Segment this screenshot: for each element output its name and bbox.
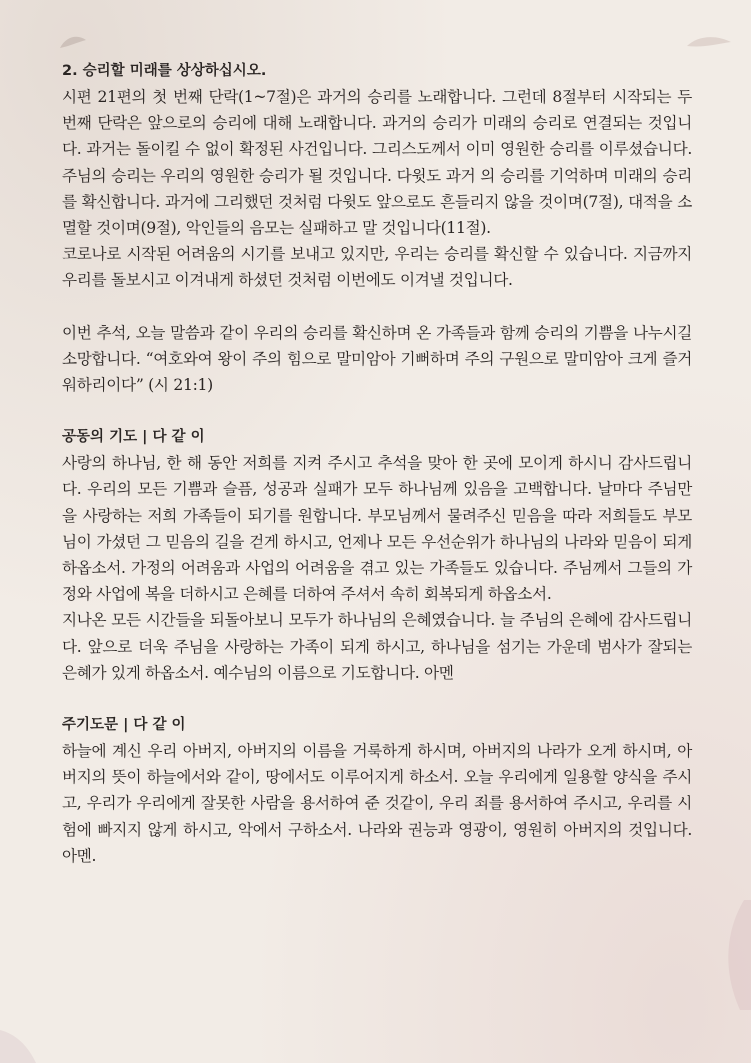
closing-paragraph: 이번 추석, 오늘 말씀과 같이 우리의 승리를 확신하며 온 가족들과 함께 승리의 기쁨을 나누시길 소망합니다. “여호와여 왕이 주의 힘으로 말미암아 기뻐하며 주의 구원으로 말미암아 크게 즐거워하리이다” (시 21:1) <box>62 323 692 395</box>
paragraph: 지나온 모든 시간들을 되돌아보니 모두가 하나님의 은혜였습니다. 늘 주님의 은혜에 감사드립니다. 앞으로 더욱 주님을 사랑하는 가족이 되게 하시고, 하나님을 섬기는 가운데 범사가 잘되는 은혜가 있게 하옵소서. 예수님의 이름으로 기도합니다. 아멘 <box>62 611 692 682</box>
bottom-right-petal-decoration <box>714 900 751 1010</box>
bottom-left-petal-decoration <box>0 1010 50 1063</box>
spacer <box>62 686 692 712</box>
section-heading: 주기도문 | 다 같 이 <box>62 717 186 734</box>
paragraph: 하늘에 계신 우리 아버지, 아버지의 이름을 거룩하게 하시며, 아버지의 나라가 오게 하시며, 아버지의 뜻이 하늘에서와 같이, 땅에서도 이루어지게 하소서. 오늘 우리에게 일용할 양식을 주시고, 우리가 우리에게 잘못한 사람을 용서하여 준 것같이, 우리 죄를 용서하여 주시고, 우리를 시험에 빠지지 않게 하시고, 악에서 구하소서. 나라와 권능과 영광이, 영원히 아버지의 것입니다. 아멘. <box>62 742 692 865</box>
section-victory <box>62 58 692 398</box>
section-common-prayer <box>62 424 692 686</box>
spacer <box>62 398 692 424</box>
paragraph: 시편 21편의 첫 번째 단락(1~7절)은 과거의 승리를 노래합니다. 그런데 8절부터 시작되는 두 번째 단락은 앞으로의 승리에 대해 노래합니다. 과거의 승리가 미래의 승리로 연결되는 것입니다. 과거는 돌이킬 수 없이 확정된 사건입니다. 그리스도께서 이미 영원한 승리를 이루셨습니다. 주님의 승리는 우리의 영원한 승리가 될 것입니다. 다윗도 과거 의 승리를 기억하며 미래의 승리를 확신합니다. 과거에 그리했던 것처럼 다윗도 앞으로도 흔들리지 않을 것이며(7절), 대적을 소멸할 것이며(9절), 악인들의 음모는 실패하고 말 것입니다(11절). <box>62 88 692 238</box>
spacer <box>62 294 692 320</box>
document-body <box>62 58 692 869</box>
section-heading: 공동의 기도 | 다 같 이 <box>62 429 205 446</box>
paragraph: 코로나로 시작된 어려움의 시기를 보내고 있지만, 우리는 승리를 확신할 수 있습니다. 지금까지 우리를 돌보시고 이겨내게 하셨던 것처럼 이번에도 이겨낼 것입니다. <box>62 245 692 290</box>
section-heading: 2. 승리할 미래를 상상하십시오. <box>62 63 267 79</box>
top-left-petal-decoration <box>56 30 96 54</box>
top-right-petal-decoration <box>685 32 735 56</box>
paragraph: 사랑의 하나님, 한 해 동안 저희를 지켜 주시고 추석을 맞아 한 곳에 모이게 하시니 감사드립니다. 우리의 모든 기쁨과 슬픔, 성공과 실패가 모두 하나님께 있음을 고백합니다. 날마다 주님만을 사랑하는 저희 가족들이 되기를 원합니다. 부모님께서 물려주신 믿음을 따라 저희들도 부모님이 가셨던 그 믿음의 길을 걷게 하시고, 언제나 모든 우선순위가 하나님의 나라와 믿음이 되게 하옵소서. 가정의 어려움과 사업의 어려움을 겪고 있는 가족들도 있습니다. 주님께서 그들의 가정와 사업에 복을 더하시고 은혜를 더하여 주셔서 속히 회복되게 하옵소서. <box>62 454 692 604</box>
section-lords-prayer <box>62 712 692 869</box>
